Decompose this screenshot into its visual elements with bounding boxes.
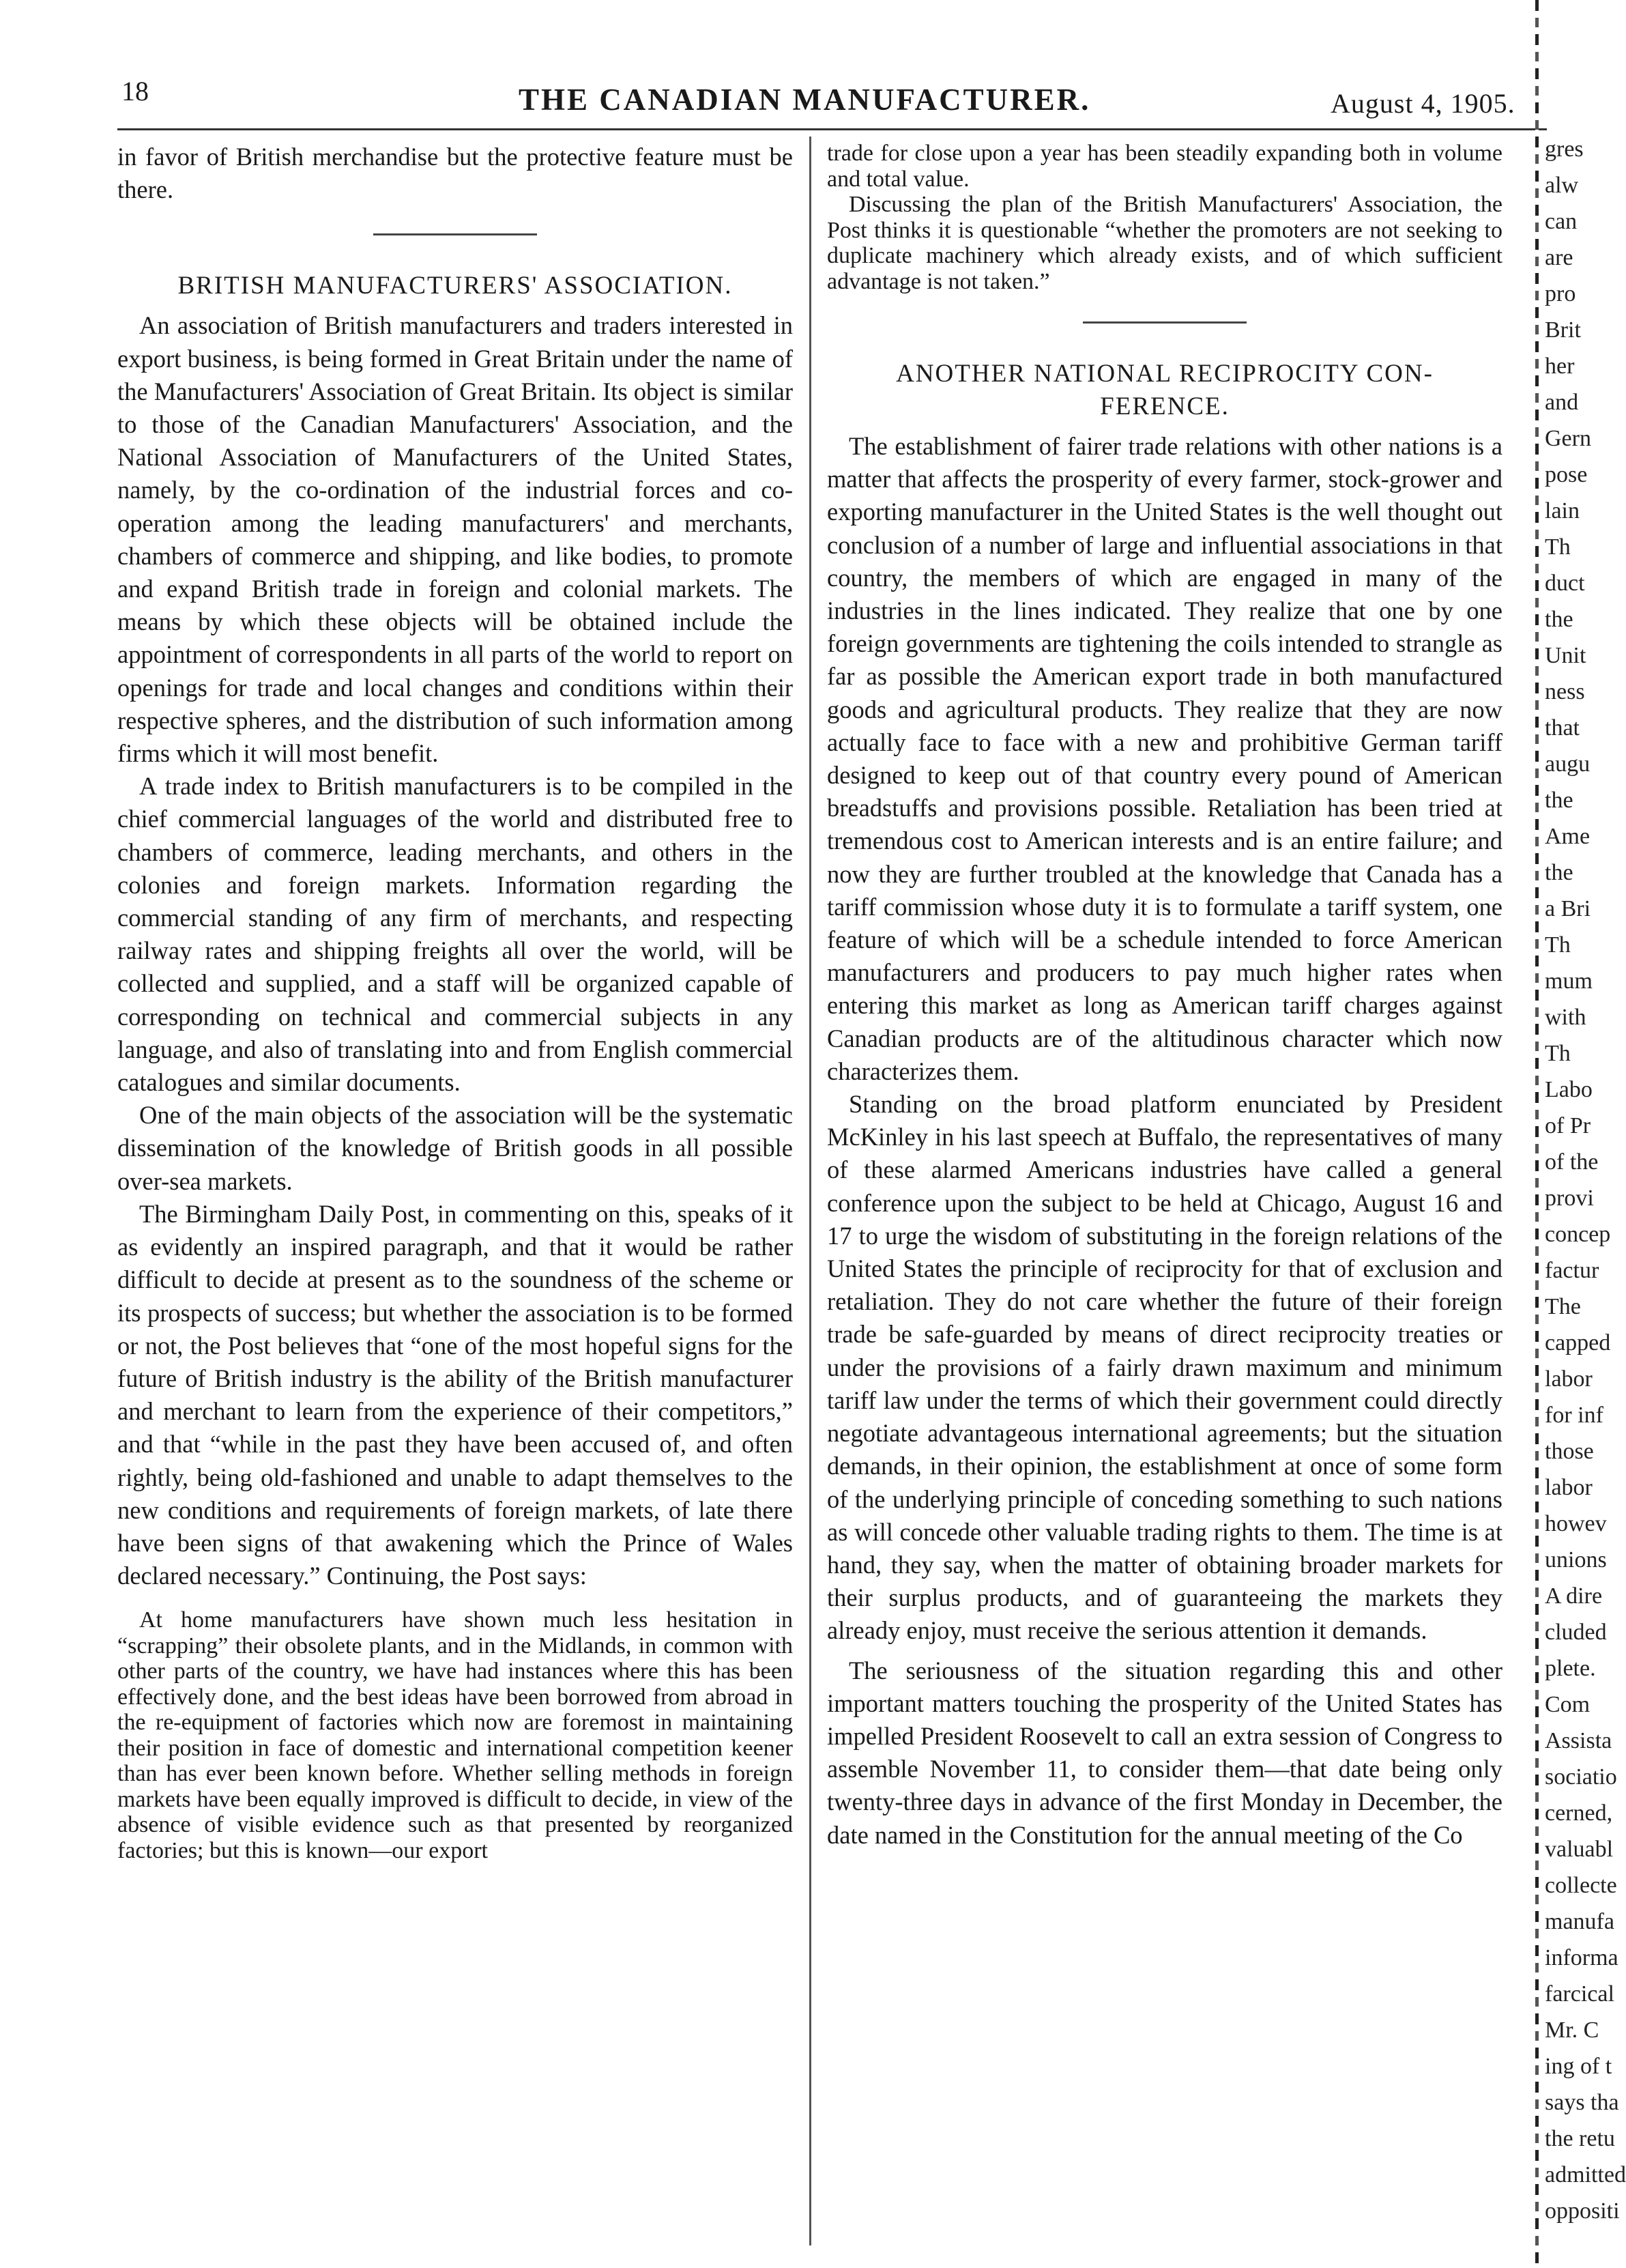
article-paragraph: An association of British manufacturers and traders interested in export business, is being formed in Great Britain under the name of the Manufacturers' Association of Great Britain. Its object is similar to those of the Canadian Manufacturers' Association, and the National Association of Manufacturers of the United States, namely, by the co-ordination of the industrial forces and co-operation among the leading manufacturers' and merchants, chambers of commerce and shipping, and like bodies, to promote and expand British trade in foreign and colonial markets. The means by which these objects will be obtained include the appointment of correspondents in all parts of the world to report on openings for trade and local changes and conditions within their respective spheres, and the distribution of such information among firms which it will most benefit. <box>117 311 793 768</box>
fragment-text: Assista <box>1545 1728 1612 1753</box>
fragment-text: unions <box>1545 1547 1607 1573</box>
article-paragraph: Standing on the broad platform enunciated by President McKinley in his last speech at Buffalo, the representatives of many of these alarmed Americans industries have called a general conference upon the subject to be held at Chicago, August 16 and 17 to urge the wisdom of substituting in the foreign relations of the United States the principle of reciprocity for that of exclusion and retaliation. They do not care whether the future of their foreign trade be safe-guarded by means of direct reciprocity treaties or under the provisions of a fairly drawn maximum and minimum tariff law under the terms of which their government could directly negotiate advantageous international agreements; but the situation demands, in their opinion, the establishment at once of some form of the underlying principle of conceding something to such nations as will concede other valuable trading rights to them. The time is at hand, they say, when the matter of obtaining broader markets for their surplus products, and of guaranteeing the markets they already enjoy, must receive the serious attention it demands. <box>827 1090 1502 1645</box>
fragment-text: informa <box>1545 1945 1618 1970</box>
fragment-text: the <box>1545 788 1573 813</box>
fragment-text: Brit <box>1545 317 1581 343</box>
fragment-text: Unit <box>1545 643 1586 668</box>
article-heading-british-manufacturers: BRITISH MANUFACTURERS' ASSOCIATION. <box>177 272 733 300</box>
publication-title: THE CANADIAN MANUFACTURER. <box>519 83 1091 117</box>
fragment-text: concep <box>1545 1222 1611 1247</box>
fragment-text: factur <box>1545 1258 1599 1283</box>
block-quote <box>117 1607 793 1863</box>
fragment-text: cluded <box>1545 1620 1607 1645</box>
article-paragraph: The establishment of fairer trade relations with other nations is a matter that affects the prosperity of every farmer, stock-grower and exporting manufacturer in the United States is the well thought out conclusion of a number of large and influential associations in that country, the members of which are engaged in many of the industries in the lines indicated. They realize that one by one foreign governments are tightening the coils intended to strangle as far as possible the American export trade in both manufactured goods and agricultural products. They realize that they are now actually face to face with a new and prohibitive German tariff designed to keep out of that country every pound of American breadstuffs and provisions possible. Retaliation has been tried at tremendous cost to American interests and is an entire failure; and now they are further troubled at the knowledge that Canada has a tariff commission whose duty it is to formulate a tariff system, one feature of which will be a schedule intended to force American manufacturers and producers to pay much higher rates when entering this market as long as American tariff charges against Canadian products are of the altitudinous character which now characterizes them. <box>827 432 1502 1085</box>
fragment-text: the <box>1545 607 1573 632</box>
article-paragraph: A trade index to British manufacturers is to be compiled in the chief commercial languages of the world and distributed free to chambers of commerce, leading merchants, and others in the colonies and foreign markets. Information regarding the commercial standing of any firm of merchants, and respecting railway rates and shipping freights all over the world, will be collected and supplied, and a staff will be organized capable of corresponding on technical and commercial subjects in any language, and also of translating into and from English commercial catalogues and similar documents. <box>117 772 793 1097</box>
fragment-text: of Pr <box>1545 1113 1591 1138</box>
fragment-text: Mr. C <box>1545 2018 1599 2043</box>
fragment-text: mum <box>1545 968 1593 994</box>
heading-line: ANOTHER NATIONAL RECIPROCITY CON- <box>896 360 1434 388</box>
fragment-text: pro <box>1545 281 1576 306</box>
fragment-text: duct <box>1545 571 1585 596</box>
fragment-text: those <box>1545 1439 1594 1464</box>
fragment-text: are <box>1545 245 1573 270</box>
section-separator <box>373 233 537 235</box>
fragment-text: Th <box>1545 932 1571 958</box>
fragment-text: ing of t <box>1545 2054 1612 2079</box>
fragment-text: plete. <box>1545 1656 1596 1681</box>
fragment-text: alw <box>1545 173 1579 198</box>
fragment-text: Com <box>1545 1692 1591 1717</box>
fragment-text: and <box>1545 390 1579 415</box>
issue-date: August 4, 1905. <box>1331 88 1515 119</box>
quote-paragraph: trade for close upon a year has been steadily expanding both in volume and total value. <box>827 141 1502 192</box>
fragment-text: pose <box>1545 462 1588 487</box>
fragment-text: augu <box>1545 751 1591 777</box>
fragment-text: ness <box>1545 679 1585 704</box>
fragment-text: manufa <box>1545 1909 1614 1934</box>
fragment-text: for inf <box>1545 1403 1603 1428</box>
section-separator <box>1083 321 1247 324</box>
fragment-text: provi <box>1545 1186 1594 1211</box>
facing-page-fragment <box>1535 0 1626 2268</box>
quote-paragraph: At home manufacturers have shown much less hesitation in “scrapping” their obsolete plants, and in the Midlands, in common with other parts of the country, we have had instances where this has been effectively done, and the best ideas have been borrowed from abroad in the re-equipment of factories which now are foremost in maintaining their position in face of domestic and international competition keener than has ever been known before. Whether selling methods in foreign markets have been equally improved is difficult to decide, in view of the absence of visible evidence such as that presented by reorganized factories; but this is known—our export <box>117 1607 793 1863</box>
article-paragraph: One of the main objects of the association will be the systematic dissemination of the knowledge of British goods in all possible over-sea markets. <box>117 1101 793 1195</box>
fragment-text: the retu <box>1545 2126 1615 2151</box>
fragment-text: labor <box>1545 1366 1593 1392</box>
fragment-text: admitted <box>1545 2162 1626 2187</box>
page-edge <box>1535 0 1539 2268</box>
fragment-text: Ame <box>1545 824 1591 849</box>
continued-intro: in favor of British merchandise but the protective feature must be there. <box>117 143 793 204</box>
fragment-text: collecte <box>1545 1873 1617 1898</box>
fragment-text: capped <box>1545 1330 1611 1355</box>
fragment-text: her <box>1545 354 1575 379</box>
block-quote-continued <box>827 141 1502 294</box>
fragment-text: The <box>1545 1294 1581 1319</box>
column-divider <box>809 137 811 2245</box>
page-header <box>116 74 1542 121</box>
fragment-text: a Bri <box>1545 896 1591 921</box>
page-number: 18 <box>121 76 149 106</box>
fragment-text: lain <box>1545 498 1580 523</box>
fragment-text: gres <box>1545 137 1584 162</box>
header-rule <box>117 128 1547 130</box>
fragment-text: cerned, <box>1545 1800 1613 1826</box>
fragment-text: farcical <box>1545 1981 1614 2007</box>
quote-paragraph: Discussing the plan of the British Manufacturers' Association, the Post thinks it is questionable “whether the promoters are not seeking to duplicate machinery which already exists, and of which sufficient advantage is not taken.” <box>827 192 1502 294</box>
fragment-text: Th <box>1545 534 1571 560</box>
article-paragraph: The seriousness of the situation regarding this and other important matters touching the prosperity of the United States has impelled President Roosevelt to call an extra session of Congress to assemble November 11, to consider them—that date being only twenty-three days in advance of the first Monday in December, the date named in the Constitution for the annual meeting of the Co <box>827 1656 1502 1849</box>
article-heading-reciprocity <box>827 358 1502 423</box>
fragment-text: labor <box>1545 1475 1593 1500</box>
fragment-text: sociatio <box>1545 1764 1617 1790</box>
fragment-text: Th <box>1545 1041 1571 1066</box>
article-paragraph: The Birmingham Daily Post, in commenting on this, speaks of it as evidently an inspired paragraph, and that it would be rather difficult to decide at present as to the soundness of the scheme or its prospects of success; but whether the association is to be formed or not, the Post believes that “one of the most hopeful signs for the future of British industry is the ability of the British manufacturer and merchant to learn from the experience of their competitors,” and that “while in the past they have been accused of, and often rightly, being old-fashioned and unable to adapt themselves to the new conditions and requirements of foreign markets, of late there have been signs of that awakening which the Prince of Wales declared necessary.” Continuing, the Post says: <box>117 1199 793 1590</box>
fragment-text: Gern <box>1545 426 1591 451</box>
fragment-text: of the <box>1545 1149 1599 1175</box>
fragment-text: can <box>1545 209 1578 234</box>
fragment-text: that <box>1545 715 1580 741</box>
fragment-text: howev <box>1545 1511 1607 1536</box>
fragment-text: the <box>1545 860 1573 885</box>
fragment-text: Labo <box>1545 1077 1593 1102</box>
fragment-text: with <box>1545 1005 1586 1030</box>
left-column <box>117 141 793 2241</box>
heading-line: FERENCE. <box>1100 392 1230 420</box>
fragment-text: says tha <box>1545 2090 1619 2115</box>
fragment-text: oppositi <box>1545 2198 1620 2224</box>
fragment-text: A dire <box>1545 1583 1603 1609</box>
middle-column <box>827 141 1502 2241</box>
fragment-text: valuabl <box>1545 1837 1614 1862</box>
